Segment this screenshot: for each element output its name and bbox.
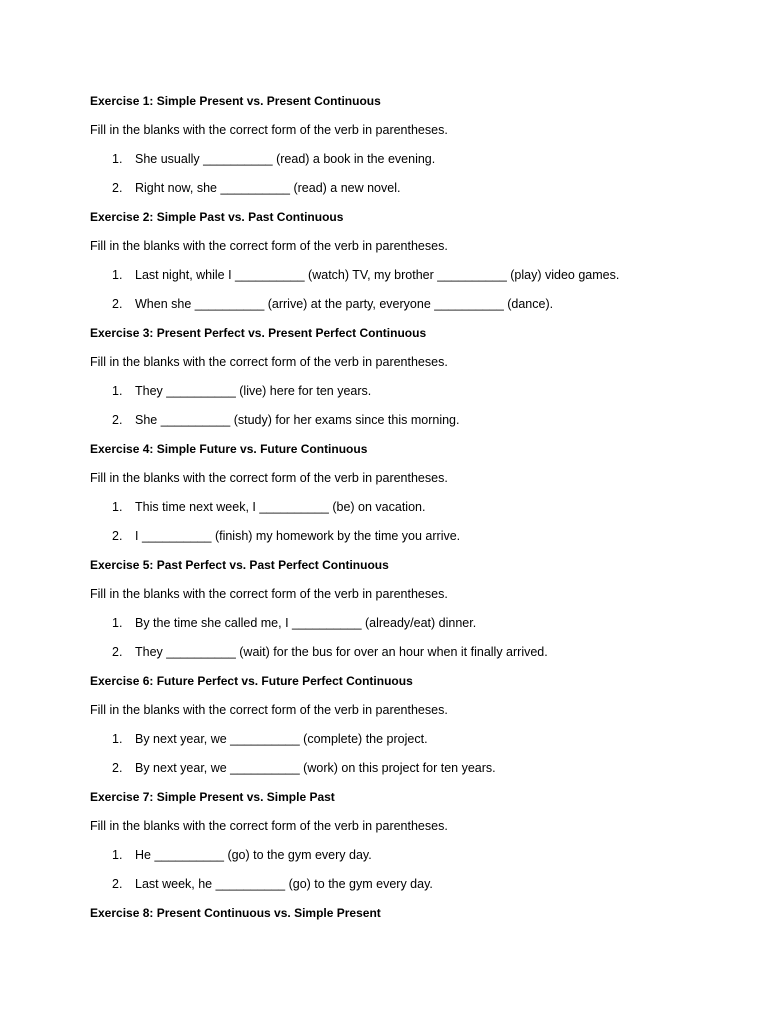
exercise-5 — [90, 557, 730, 660]
exercise-7 — [90, 789, 730, 892]
exercise-title: Exercise 6: Future Perfect vs. Future Perfect Continuous — [90, 674, 413, 688]
list-item-text: He __________ (go) to the gym every day. — [135, 848, 372, 862]
list-item — [90, 615, 730, 631]
list-item-text: When she __________ (arrive) at the party, everyone __________ (dance). — [135, 297, 554, 311]
list-item-text: I __________ (finish) my homework by the time you arrive. — [135, 529, 461, 543]
exercise-instructions: Fill in the blanks with the correct form of the verb in parentheses. — [90, 471, 448, 485]
exercise-instructions: Fill in the blanks with the correct form of the verb in parentheses. — [90, 239, 448, 253]
list-item — [90, 528, 730, 544]
list-item-number: 2. — [112, 529, 123, 543]
list-item-text: They __________ (live) here for ten years. — [135, 384, 372, 398]
list-item — [90, 499, 730, 515]
list-item-text: By next year, we __________ (complete) the project. — [135, 732, 428, 746]
list-item-number: 2. — [112, 413, 123, 427]
exercise-8 — [90, 905, 730, 921]
exercise-instructions: Fill in the blanks with the correct form of the verb in parentheses. — [90, 123, 448, 137]
exercise-title: Exercise 4: Simple Future vs. Future Continuous — [90, 442, 368, 456]
list-item-text: By the time she called me, I __________ (already/eat) dinner. — [135, 616, 477, 630]
list-item-number: 1. — [112, 848, 123, 862]
list-item — [90, 296, 730, 312]
list-item — [90, 180, 730, 196]
list-item-number: 2. — [112, 181, 123, 195]
list-item-number: 1. — [112, 268, 123, 282]
list-item — [90, 644, 730, 660]
exercise-1 — [90, 93, 730, 196]
list-item — [90, 267, 730, 283]
exercise-instructions: Fill in the blanks with the correct form of the verb in parentheses. — [90, 703, 448, 717]
exercise-instructions: Fill in the blanks with the correct form of the verb in parentheses. — [90, 819, 448, 833]
exercise-title: Exercise 7: Simple Present vs. Simple Past — [90, 790, 335, 804]
exercise-title: Exercise 5: Past Perfect vs. Past Perfect Continuous — [90, 558, 389, 572]
exercise-title: Exercise 2: Simple Past vs. Past Continuous — [90, 210, 344, 224]
list-item — [90, 876, 730, 892]
list-item-number: 1. — [112, 152, 123, 166]
exercise-title: Exercise 1: Simple Present vs. Present Continuous — [90, 94, 381, 108]
list-item-text: Last night, while I __________ (watch) TV, my brother __________ (play) video games. — [135, 268, 620, 282]
exercise-instructions: Fill in the blanks with the correct form of the verb in parentheses. — [90, 355, 448, 369]
document-page — [90, 93, 730, 934]
list-item — [90, 412, 730, 428]
list-item-number: 1. — [112, 500, 123, 514]
list-item-number: 1. — [112, 616, 123, 630]
list-item-text: They __________ (wait) for the bus for over an hour when it finally arrived. — [135, 645, 548, 659]
list-item-text: Right now, she __________ (read) a new novel. — [135, 181, 401, 195]
list-item-number: 2. — [112, 297, 123, 311]
exercise-title: Exercise 3: Present Perfect vs. Present Perfect Continuous — [90, 326, 427, 340]
list-item-text: By next year, we __________ (work) on this project for ten years. — [135, 761, 496, 775]
list-item-text: Last week, he __________ (go) to the gym every day. — [135, 877, 433, 891]
list-item-number: 1. — [112, 384, 123, 398]
list-item — [90, 760, 730, 776]
list-item-number: 2. — [112, 645, 123, 659]
list-item — [90, 847, 730, 863]
list-item-number: 1. — [112, 732, 123, 746]
list-item — [90, 383, 730, 399]
exercise-6 — [90, 673, 730, 776]
list-item-text: She usually __________ (read) a book in the evening. — [135, 152, 436, 166]
list-item — [90, 151, 730, 167]
list-item-number: 2. — [112, 877, 123, 891]
exercise-3 — [90, 325, 730, 428]
list-item-text: She __________ (study) for her exams since this morning. — [135, 413, 460, 427]
exercise-instructions: Fill in the blanks with the correct form of the verb in parentheses. — [90, 587, 448, 601]
list-item-number: 2. — [112, 761, 123, 775]
exercise-2 — [90, 209, 730, 312]
list-item-text: This time next week, I __________ (be) on vacation. — [135, 500, 426, 514]
list-item — [90, 731, 730, 747]
exercise-4 — [90, 441, 730, 544]
exercise-title: Exercise 8: Present Continuous vs. Simple Present — [90, 906, 381, 920]
